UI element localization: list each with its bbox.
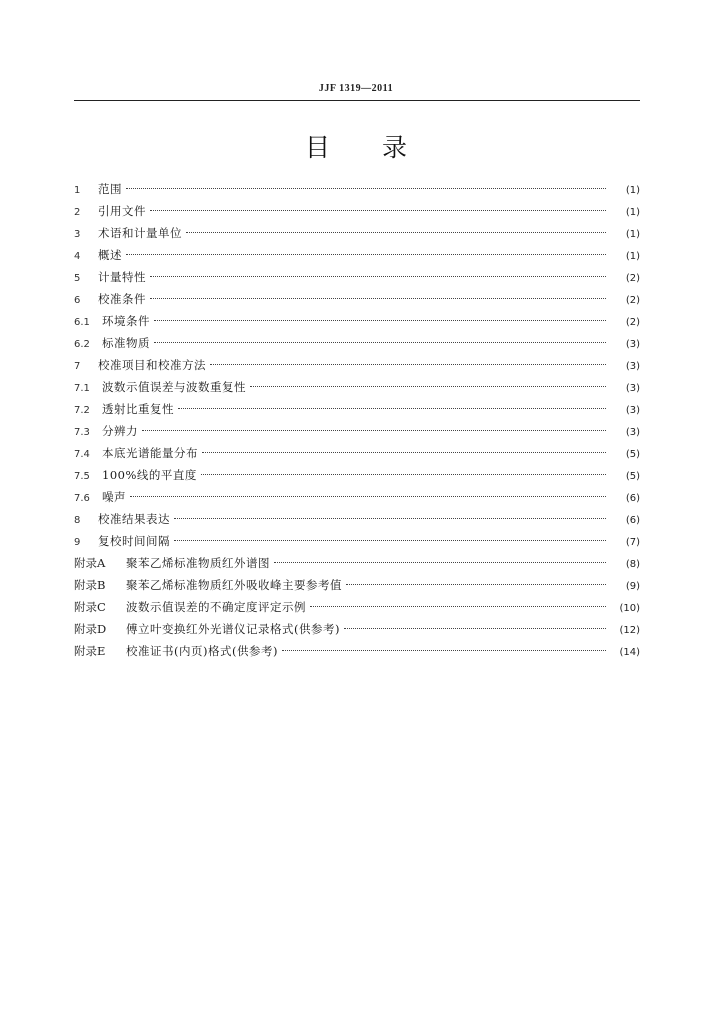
toc-entry-number: 8 [74, 515, 81, 526]
toc-entry-number: 7.1 [74, 383, 90, 394]
toc-dot-leader [250, 386, 606, 387]
toc-entry-page: (6) [625, 493, 640, 504]
toc-entry-label: 校准项目和校准方法 [98, 358, 206, 372]
toc-entry-number: 7.4 [74, 449, 90, 460]
toc-dot-leader [210, 364, 606, 365]
toc-entry[interactable] [74, 398, 640, 420]
toc-entry-page: (3) [625, 361, 640, 372]
toc-entry-label: 噪声 [102, 490, 126, 504]
toc-entry-page: (10) [619, 603, 640, 614]
toc-entry-label: 分辨力 [102, 424, 138, 438]
toc-entry-number: 7.6 [74, 493, 90, 504]
toc-entry-number: 附录B [74, 578, 106, 592]
toc-dot-leader [178, 408, 606, 409]
page-title [0, 128, 712, 164]
toc-dot-leader [150, 210, 606, 211]
toc-dot-leader [154, 320, 606, 321]
toc-dot-leader [282, 650, 606, 651]
toc-dot-leader [202, 452, 606, 453]
toc-entry[interactable] [74, 486, 640, 508]
toc-entry-label: 校准结果表达 [98, 512, 170, 526]
toc-entry-page: (5) [625, 471, 640, 482]
toc-entry-page: (9) [625, 581, 640, 592]
toc-entry-number: 2 [74, 207, 81, 218]
toc-entry[interactable] [74, 222, 640, 244]
toc-entry-label: 环境条件 [102, 314, 150, 328]
toc-dot-leader [274, 562, 606, 563]
toc-entry[interactable] [74, 618, 640, 640]
toc-dot-leader [130, 496, 606, 497]
toc-entry-number: 3 [74, 229, 81, 240]
toc-entry[interactable] [74, 530, 640, 552]
toc-dot-leader [201, 474, 606, 475]
toc-entry-label: 聚苯乙烯标准物质红外谱图 [126, 556, 270, 570]
toc-entry-number: 附录E [74, 644, 106, 658]
toc-dot-leader [174, 518, 606, 519]
toc-entry-number: 6 [74, 295, 81, 306]
toc-entry[interactable] [74, 508, 640, 530]
toc-entry[interactable] [74, 332, 640, 354]
document-code: JJF 1319—2011 [318, 83, 394, 94]
toc-entry-label: 引用文件 [98, 204, 146, 218]
toc-entry-number: 6.1 [74, 317, 90, 328]
toc-entry-number: 5 [74, 273, 81, 284]
toc-entry[interactable] [74, 310, 640, 332]
toc-entry-page: (1) [625, 229, 640, 240]
toc-dot-leader [150, 298, 606, 299]
toc-entry-page: (3) [625, 405, 640, 416]
toc-entry-page: (3) [625, 427, 640, 438]
toc-entry[interactable] [74, 288, 640, 310]
toc-entry-page: (2) [625, 295, 640, 306]
toc-entry[interactable] [74, 376, 640, 398]
toc-dot-leader [346, 584, 606, 585]
toc-entry-label: 透射比重复性 [102, 402, 174, 416]
toc-entry-page: (1) [625, 251, 640, 262]
toc-entry[interactable] [74, 354, 640, 376]
toc-entry-label: 校准条件 [98, 292, 146, 306]
toc-entry[interactable] [74, 596, 640, 618]
toc-entry-number: 6.2 [74, 339, 90, 350]
toc-entry-number: 4 [74, 251, 81, 262]
toc-entry-page: (14) [619, 647, 640, 658]
toc-entry-page: (12) [619, 625, 640, 636]
title-char-2: 录 [382, 133, 408, 162]
toc-entry-page: (3) [625, 383, 640, 394]
toc-dot-leader [126, 254, 606, 255]
toc-entry[interactable] [74, 266, 640, 288]
toc-entry-page: (2) [625, 273, 640, 284]
toc-entry[interactable] [74, 574, 640, 596]
toc-entry-label: 波数示值误差与波数重复性 [102, 380, 246, 394]
toc-entry-page: (7) [625, 537, 640, 548]
toc-dot-leader [150, 276, 606, 277]
toc-entry-number: 附录D [74, 622, 107, 636]
toc-dot-leader [344, 628, 606, 629]
toc-entry-number: 7 [74, 361, 81, 372]
toc-entry[interactable] [74, 552, 640, 574]
toc-entry-page: (3) [625, 339, 640, 350]
toc-entry-label: 复校时间间隔 [98, 534, 170, 548]
toc-dot-leader [186, 232, 606, 233]
toc-entry-label: 概述 [98, 248, 122, 262]
toc-entry[interactable] [74, 640, 640, 662]
toc-entry-page: (5) [625, 449, 640, 460]
toc-entry-number: 1 [74, 185, 81, 196]
toc-entry[interactable] [74, 244, 640, 266]
title-char-1: 目 [304, 133, 330, 162]
toc-entry-label: 聚苯乙烯标准物质红外吸收峰主要参考值 [126, 578, 342, 592]
toc-entry-page: (6) [625, 515, 640, 526]
toc-entry-label: 计量特性 [98, 270, 146, 284]
toc-dot-leader [310, 606, 606, 607]
toc-entry-number: 附录C [74, 600, 106, 614]
toc-entry-number: 7.3 [74, 427, 90, 438]
header-rule [74, 100, 640, 101]
toc-entry-label: 本底光谱能量分布 [102, 446, 198, 460]
toc-entry-label: 波数示值误差的不确定度评定示例 [126, 600, 306, 614]
toc-entry-number: 附录A [74, 556, 106, 570]
toc-entry[interactable] [74, 200, 640, 222]
table-of-contents [74, 178, 640, 662]
toc-entry-number: 7.2 [74, 405, 90, 416]
toc-entry-label: 傅立叶变换红外光谱仪记录格式(供参考) [126, 622, 340, 636]
toc-dot-leader [142, 430, 606, 431]
toc-entry[interactable] [74, 178, 640, 200]
toc-entry-label: 校准证书(内页)格式(供参考) [126, 644, 278, 658]
toc-entry[interactable] [74, 442, 640, 464]
toc-entry-label: 范围 [98, 182, 122, 196]
toc-entry-page: (1) [625, 185, 640, 196]
toc-entry-page: (2) [625, 317, 640, 328]
toc-entry-page: (1) [625, 207, 640, 218]
toc-entry[interactable] [74, 464, 640, 486]
toc-dot-leader [154, 342, 606, 343]
toc-entry[interactable] [74, 420, 640, 442]
toc-dot-leader [174, 540, 606, 541]
toc-entry-label: 术语和计量单位 [98, 226, 182, 240]
toc-dot-leader [126, 188, 606, 189]
toc-entry-label: 100%线的平直度 [102, 468, 197, 482]
toc-entry-number: 7.5 [74, 471, 90, 482]
toc-entry-page: (8) [625, 559, 640, 570]
toc-entry-number: 9 [74, 537, 81, 548]
toc-entry-label: 标准物质 [102, 336, 150, 350]
